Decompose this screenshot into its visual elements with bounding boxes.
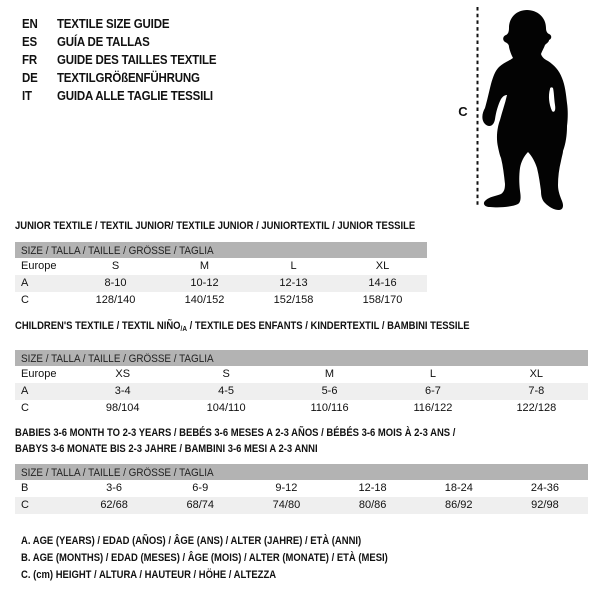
language-code: DE	[22, 71, 38, 85]
table-cell: 86/92	[445, 499, 473, 511]
junior-table	[15, 218, 427, 309]
table-cell: 104/110	[206, 402, 246, 414]
language-label: GUIDE DES TAILLES TEXTILE	[56, 53, 217, 67]
table-cell: L	[429, 368, 436, 380]
table-cell: M	[199, 260, 210, 272]
language-label: TEXTILE SIZE GUIDE	[56, 17, 170, 31]
table-cell: 80/86	[358, 499, 387, 511]
table-row	[15, 258, 427, 275]
table-cell: 18-24	[444, 482, 473, 494]
table-row	[15, 366, 588, 383]
table-cell: 128/140	[95, 294, 136, 306]
table-cell: 152/158	[273, 294, 314, 306]
table-cell: S	[111, 260, 120, 272]
table-cell: 110/116	[310, 402, 349, 414]
table-cell: 122/128	[516, 402, 557, 414]
row-label: Europe	[21, 368, 57, 380]
row-label: A	[21, 277, 29, 289]
table-title-sub: /A	[180, 324, 187, 333]
table-cell: 4-5	[218, 385, 235, 397]
language-code: ES	[22, 35, 37, 49]
table-cell: XS	[115, 368, 131, 380]
table-title-pre: CHILDREN'S TEXTILE / TEXTIL NIÑO	[15, 320, 181, 332]
language-label: GUÍA DE TALLAS	[56, 35, 150, 49]
table-cell: 3-6	[106, 482, 123, 494]
language-row	[22, 69, 216, 87]
table-row	[15, 497, 588, 514]
size-header-label: SIZE / TALLA / TAILLE / GRÖSSE / TAGLIA	[21, 467, 214, 479]
table-cell: 140/152	[184, 294, 225, 306]
table-cell: 74/80	[272, 499, 301, 511]
table-cell: 116/122	[413, 402, 453, 414]
table-row	[15, 292, 427, 309]
table-cell: L	[290, 260, 297, 272]
table-cell: 8-10	[104, 277, 127, 289]
table-cell: M	[324, 368, 335, 380]
table-cell: S	[222, 368, 230, 380]
language-row	[22, 87, 216, 105]
size-header-label: SIZE / TALLA / TAILLE / GRÖSSE / TAGLIA	[21, 245, 214, 257]
table-cell: 14-16	[368, 277, 397, 289]
table-row	[15, 275, 427, 292]
table-cell: 5-6	[321, 385, 338, 397]
children-table	[15, 318, 588, 417]
legend-item: B. AGE (MONTHS) / EDAD (MESES) / ÂGE (MOIS) / ALTER (MONATE) / ETÀ (MESI)	[21, 552, 388, 564]
size-header	[15, 242, 427, 258]
table-title-line1: BABIES 3-6 MONTH TO 2-3 YEARS / BEBÉS 3-6 MESES A 2-3 AÑOS / BÉBÉS 3-6 MOIS À 2-3 ANS /	[15, 427, 456, 439]
language-code: FR	[22, 53, 37, 67]
table-cell: 98/104	[105, 402, 140, 414]
language-row	[22, 33, 216, 51]
row-label: C	[21, 294, 29, 306]
language-code: IT	[22, 89, 32, 103]
size-header	[15, 464, 588, 480]
table-row	[15, 383, 588, 400]
table-cell: 7-8	[528, 385, 545, 397]
table-row	[15, 400, 588, 417]
language-label: TEXTILGRÖßENFÜHRUNG	[56, 71, 200, 85]
language-row	[22, 15, 216, 33]
row-label: C	[21, 499, 29, 511]
table-cell: 68/74	[186, 499, 215, 511]
height-label-c: C	[458, 104, 468, 119]
table-title: JUNIOR TEXTILE / TEXTIL JUNIOR/ TEXTILE JUNIOR / JUNIORTEXTIL / JUNIOR TESSILE	[15, 220, 416, 232]
language-label: GUIDA ALLE TAGLIE TESSILI	[56, 89, 213, 103]
table-cell: 62/68	[100, 499, 128, 511]
table-cell: XL	[529, 368, 544, 380]
table-cell: 10-12	[190, 277, 219, 289]
legend-item: A. AGE (YEARS) / EDAD (AÑOS) / ÂGE (ANS) / ALTER (JAHRE) / ETÀ (ANNI)	[21, 535, 362, 547]
language-list	[22, 15, 233, 105]
table-cell: 3-4	[114, 385, 131, 397]
size-header	[15, 350, 588, 366]
row-label: Europe	[21, 260, 57, 272]
table-cell: 12-13	[279, 277, 308, 289]
legend-item: C. (cm) HEIGHT / ALTURA / HAUTEUR / HÖHE / ALTEZZA	[21, 569, 277, 581]
size-header-label: SIZE / TALLA / TAILLE / GRÖSSE / TAGLIA	[21, 353, 214, 365]
table-cell: 92/98	[531, 499, 559, 511]
row-label: A	[21, 385, 29, 397]
table-cell: 6-7	[424, 385, 441, 397]
row-label: B	[21, 482, 29, 494]
table-cell: XL	[375, 260, 390, 272]
language-row	[22, 51, 216, 69]
table-cell: 6-9	[192, 482, 209, 494]
table-title-post: / TEXTILE DES ENFANTS / KINDERTEXTIL / BAMBINI TESSILE	[186, 320, 470, 332]
table-title-line2: BABYS 3-6 MONATE BIS 2-3 JAHRE / BAMBINI 3-6 MESI A 2-3 ANNI	[15, 443, 318, 455]
language-code: EN	[22, 17, 38, 31]
table-cell: 24-36	[530, 482, 560, 494]
table-title	[15, 318, 508, 337]
table-cell: 9-12	[275, 482, 298, 494]
row-label: C	[21, 402, 29, 414]
table-row	[15, 480, 588, 497]
table-cell: 158/170	[362, 294, 403, 306]
legend	[21, 533, 448, 584]
babies-table	[15, 425, 588, 514]
table-cell: 12-18	[358, 482, 387, 494]
